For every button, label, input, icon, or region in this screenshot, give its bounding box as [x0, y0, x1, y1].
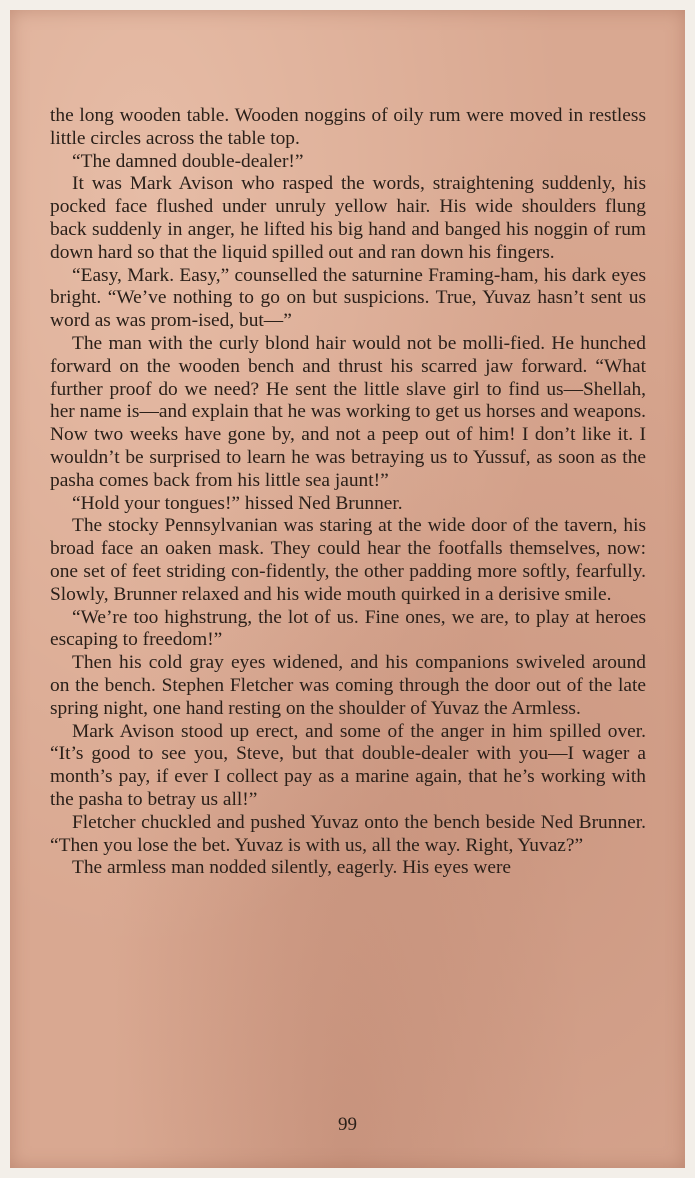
body-text — [50, 105, 646, 880]
paragraph: “Easy, Mark. Easy,” counselled the saturnine Framing-ham, his dark eyes bright. “We’ve nothing to go on but suspicions. True, Yuvaz hasn’t sent us word as was prom-ised, but—” — [50, 264, 646, 332]
paragraph: the long wooden table. Wooden noggins of oily rum were moved in restless little circles across the table top. — [50, 105, 646, 149]
page-number: 99 — [338, 1114, 357, 1135]
book-page — [10, 10, 685, 1168]
paragraph: The stocky Pennsylvanian was staring at the wide door of the tavern, his broad face an oaken mask. They could hear the footfalls themselves, now: one set of feet striding con-fidently, the other padding more softly, fearfully. Slowly, Brunner relaxed and his wide mouth quirked in a derisive smile. — [50, 515, 646, 605]
paragraph: Mark Avison stood up erect, and some of the anger in him spilled over. “It’s good to see you, Steve, but that double-dealer with you—I wager a month’s pay, if ever I collect pay as a marine again, that he’s working with the pasha to betray us all!” — [50, 720, 646, 810]
paragraph: “We’re too highstrung, the lot of us. Fine ones, we are, to play at heroes escaping to freedom!” — [50, 606, 646, 651]
paragraph: “Hold your tongues!” hissed Ned Brunner. — [72, 492, 403, 514]
paragraph: The man with the curly blond hair would not be molli-fied. He hunched forward on the wooden bench and thrust his scarred jaw forward. “What further proof do we need? He sent the little slave girl to find us—Shellah, her name is—and explain that he was working to get us horses and weapons. Now two weeks have gone by, and not a peep out of him! I don’t like it. I wouldn’t be surprised to learn he was betraying us to Yussuf, as soon as the pasha comes back from his little sea jaunt!” — [50, 332, 646, 491]
paragraph: It was Mark Avison who rasped the words, straightening suddenly, his pocked face flushed under unruly yellow hair. His wide shoulders flung back suddenly in anger, he lifted his big hand and banged his noggin of rum down hard so that the liquid spilled out and ran down his fingers. — [50, 173, 646, 263]
paragraph: The armless man nodded silently, eagerly. His eyes were — [72, 857, 512, 879]
paragraph: “The damned double-dealer!” — [72, 150, 304, 172]
paragraph: Then his cold gray eyes widened, and his companions swiveled around on the bench. Stephen Fletcher was coming through the door out of the late spring night, one hand resting on the shoulder of Yuvaz the Armless. — [50, 652, 646, 719]
paragraph: Fletcher chuckled and pushed Yuvaz onto the bench beside Ned Brunner. “Then you lose the bet. Yuvaz is with us, all the way. Right, Yuvaz?” — [50, 811, 646, 856]
